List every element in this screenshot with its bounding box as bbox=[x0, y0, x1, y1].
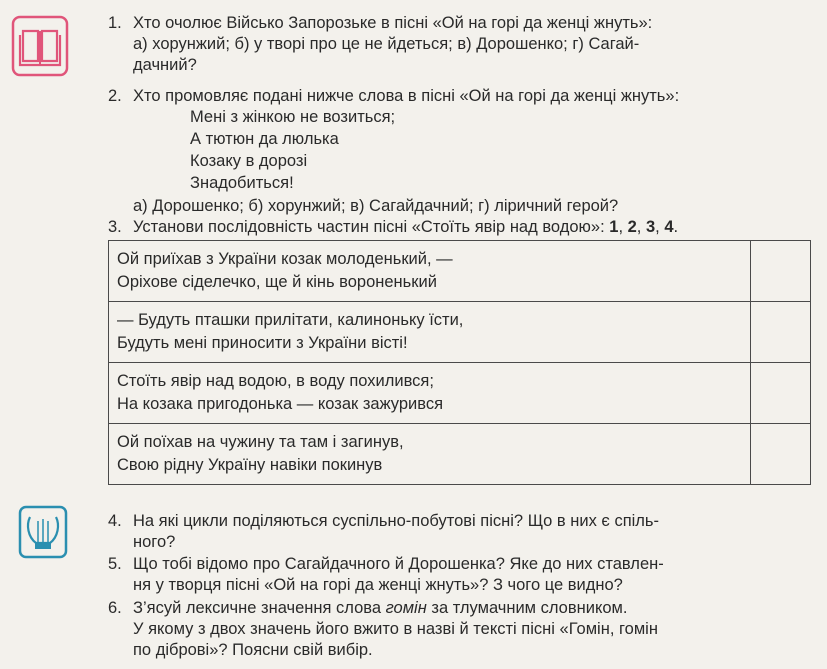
question-text: дачний? bbox=[133, 56, 197, 74]
question-number: 5. bbox=[108, 555, 122, 573]
part-line: Будуть мені приносити з України вісті! bbox=[117, 334, 408, 352]
part-line: Ой поїхав на чужину та там і загинув, bbox=[117, 433, 404, 451]
answer-cell[interactable] bbox=[751, 241, 811, 302]
poem-line: Мені з жінкою не возиться; bbox=[190, 108, 396, 126]
question-number: 4. bbox=[108, 512, 122, 530]
order-number: 1 bbox=[609, 218, 619, 236]
question-text bbox=[133, 598, 658, 619]
poem-line: Козаку в дорозі bbox=[190, 152, 308, 170]
text-part: за тлумачним словником. bbox=[426, 599, 628, 617]
question-text: Хто промовляє подані нижче слова в пісні «Ой на горі да женці жнуть»: bbox=[133, 87, 680, 105]
poem-line: А тютюн да люлька bbox=[190, 130, 339, 148]
answer-cell[interactable] bbox=[751, 302, 811, 363]
question-5 bbox=[108, 554, 664, 596]
order-number: 3 bbox=[645, 218, 656, 236]
question-text: На які цикли поділяються суспільно-побутові пісні? Що в них є спіль- bbox=[133, 512, 660, 530]
question-number: 6. bbox=[108, 599, 122, 617]
answer-options: а) Дорошенко; б) хорунжий; в) Сагайдачний; г) ліричний герой? bbox=[133, 197, 619, 215]
question-4 bbox=[108, 511, 659, 553]
question-2-options bbox=[133, 196, 618, 217]
question-3 bbox=[108, 217, 678, 238]
part-line: На козака пригодонька — козак зажурився bbox=[117, 395, 444, 413]
separator: , bbox=[618, 218, 628, 236]
part-line: Оріхове сіделечко, ще й кінь вороненький bbox=[117, 273, 437, 291]
question-text: Установи послідовність частин пісні «Стоїть явір над водою»: bbox=[133, 218, 605, 236]
table-row bbox=[109, 363, 811, 424]
part-line: Свою рідну Україну навіки покинув bbox=[117, 456, 383, 474]
part-text-cell bbox=[109, 424, 751, 485]
question-number: 1. bbox=[108, 14, 122, 32]
question-text: ного? bbox=[133, 533, 176, 551]
question-number: 3. bbox=[108, 218, 122, 236]
answer-cell[interactable] bbox=[751, 424, 811, 485]
text-part: З’ясуй лексичне значення слова bbox=[133, 599, 386, 617]
part-text-cell bbox=[109, 302, 751, 363]
order-number: 4 bbox=[664, 218, 674, 236]
book-icon bbox=[11, 15, 69, 77]
part-text-cell bbox=[109, 363, 751, 424]
question-6 bbox=[108, 598, 658, 661]
poem-quote bbox=[190, 106, 395, 194]
question-text: Хто очолює Військо Запорозьке в пісні «Ой на горі да женці жнуть»: bbox=[133, 14, 653, 32]
separator: , bbox=[655, 218, 665, 236]
question-text: ня у творця пісні «Ой на горі да женці жнуть»? З чого це видно? bbox=[133, 576, 623, 594]
emphasized-word: гомін bbox=[385, 599, 427, 617]
song-parts-table bbox=[108, 240, 811, 485]
question-2 bbox=[108, 86, 679, 107]
question-text: Що тобі відомо про Сагайдачного й Дорошенка? Яке до них ставлен- bbox=[133, 555, 664, 573]
part-text-cell bbox=[109, 241, 751, 302]
question-number: 2. bbox=[108, 87, 122, 105]
separator: , bbox=[636, 218, 646, 236]
order-number: 2 bbox=[627, 218, 637, 236]
question-text: по діброві»? Поясни свій вибір. bbox=[133, 641, 373, 659]
part-line: Ой приїхав з України козак молоденький, — bbox=[117, 250, 453, 268]
part-line: Стоїть явір над водою, в воду похилився; bbox=[117, 372, 434, 390]
part-line: — Будуть пташки прилітати, калиноньку їсти, bbox=[117, 311, 464, 329]
poem-line: Знадобиться! bbox=[190, 174, 294, 192]
question-text: У якому з двох значень його вжито в назві й тексті пісні «Гомін, гомін bbox=[133, 620, 658, 638]
question-text: а) хорунжий; б) у творі про це не йдеться; в) Дорошенко; г) Сагай- bbox=[133, 35, 640, 53]
table-row bbox=[109, 302, 811, 363]
lyre-icon bbox=[18, 505, 68, 559]
separator: . bbox=[673, 218, 679, 236]
table-row bbox=[109, 424, 811, 485]
table-row bbox=[109, 241, 811, 302]
question-1 bbox=[108, 13, 652, 76]
answer-cell[interactable] bbox=[751, 363, 811, 424]
